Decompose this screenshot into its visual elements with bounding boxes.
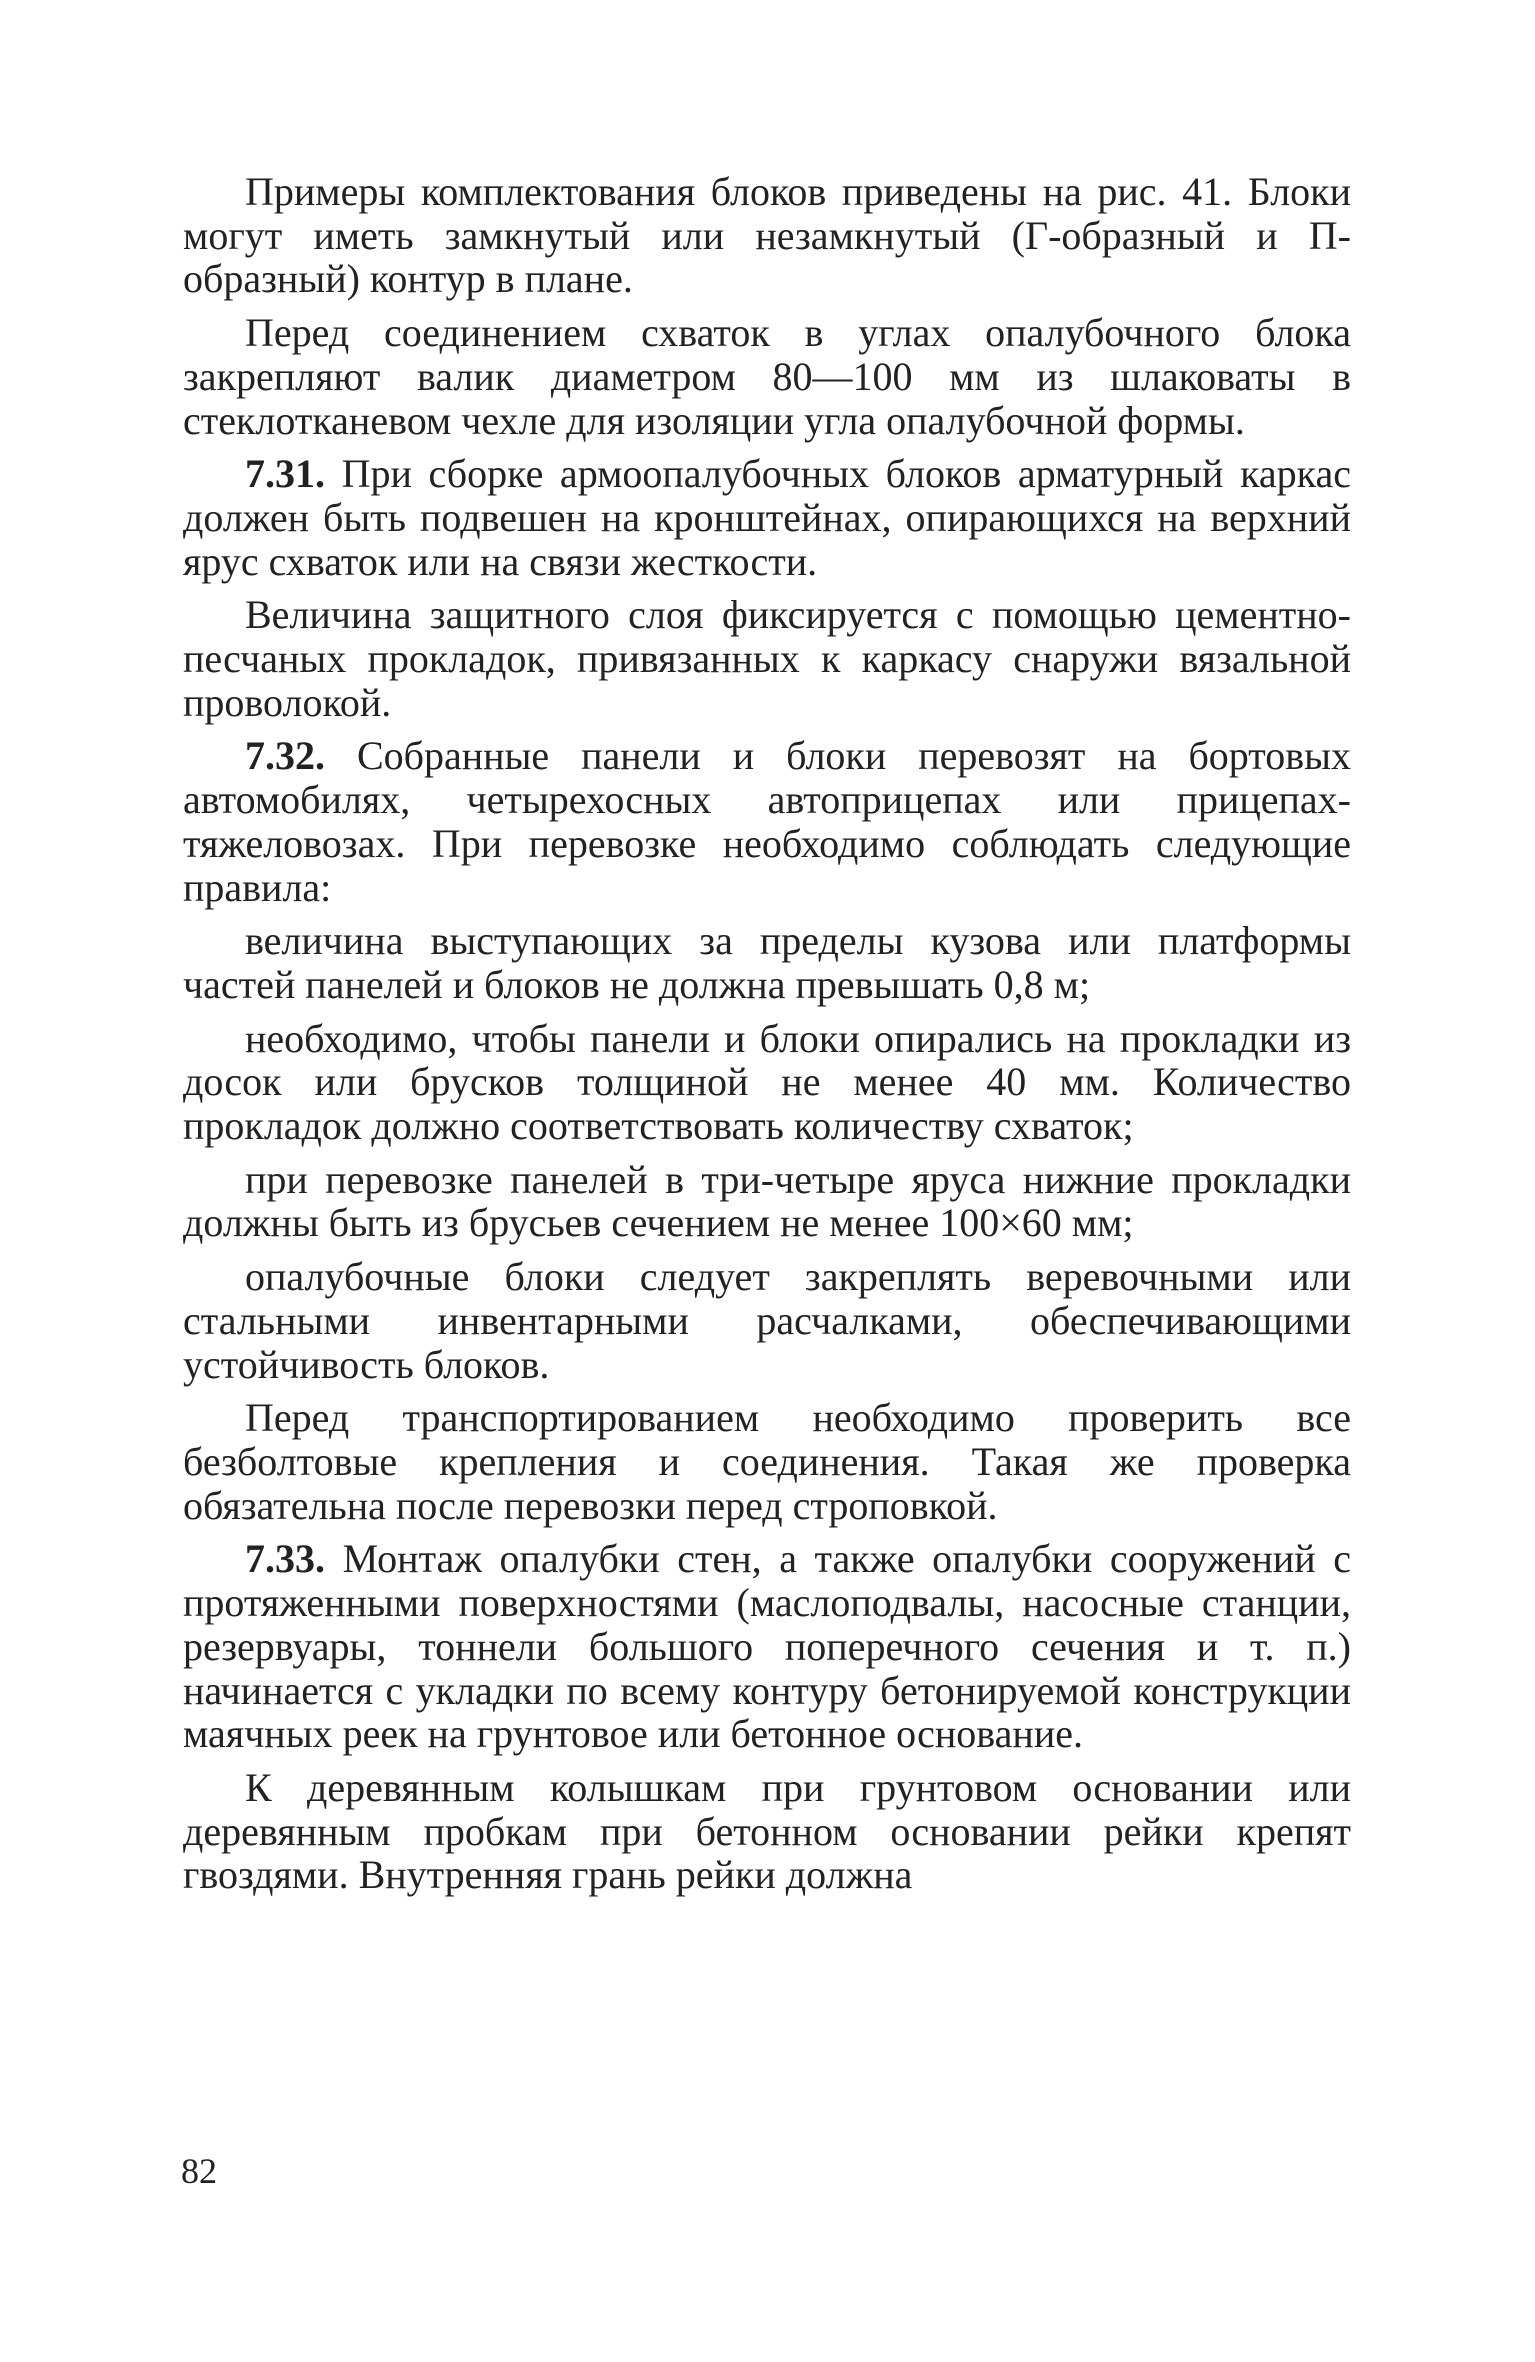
paragraph-12 <box>183 1766 1351 1897</box>
rule-item-1-text: величина выступающих за пределы кузова или платформы частей панелей и блоков не должна превышать 0,8 м; <box>183 918 1351 1007</box>
paragraph-2 <box>183 311 1351 442</box>
paragraph-4 <box>183 593 1351 724</box>
section-number-7-31: 7.31. <box>245 451 325 497</box>
rule-item-4-text: опалубочные блоки следует закреплять веревочными или стальными инвентарными расчалками, обеспечивающими устойчивость блоков. <box>183 1254 1351 1387</box>
paragraph-10-text: Перед транспортированием необходимо проверить все безболтовые крепления и соединения. Такая же проверка обязательна после перевозки перед строповкой. <box>183 1395 1351 1528</box>
section-number-7-32: 7.32. <box>245 733 325 779</box>
page-number: 82 <box>181 2151 217 2191</box>
paragraph-7-33 <box>183 1537 1351 1756</box>
paragraph-1-text: Примеры комплектования блоков приведены на рис. 41. Блоки могут иметь замкнутый или незамкнутый (Г-образный и П-образный) контур в плане. <box>183 169 1351 302</box>
paragraph-4-text: Величина защитного слоя фиксируется с помощью цементно-песчаных прокладок, привязанных к каркасу снаружи вязальной проволокой. <box>183 592 1351 725</box>
paragraph-10 <box>183 1396 1351 1527</box>
paragraph-2-text: Перед соединением схваток в углах опалубочного блока закрепляют валик диаметром 80—100 мм из шлаковаты в стеклотканевом чехле для изоляции угла опалубочной формы. <box>183 310 1351 443</box>
rule-item-3 <box>183 1158 1351 1245</box>
rule-item-3-text: при перевозке панелей в три-четыре яруса нижние прокладки должны быть из брусьев сечением не менее 100×60 мм; <box>183 1156 1351 1246</box>
section-number-7-33: 7.33. <box>245 1536 325 1582</box>
paragraph-7-31 <box>183 452 1351 583</box>
rule-item-1 <box>183 919 1351 1006</box>
paragraph-7-32-text: Собранные панели и блоки перевозят на бортовых автомобилях, четырехосных автоприцепах или прицепах-тяжеловозах. При перевозке необходимо соблюдать следующие правила: <box>183 733 1351 910</box>
page-body <box>183 170 1351 1897</box>
rule-item-2-text: необходимо, чтобы панели и блоки опирались на прокладки из досок или брусков толщиной не менее 40 мм. Количество прокладок должно соответствовать количеству схваток; <box>183 1015 1351 1149</box>
paragraph-7-32 <box>183 734 1351 909</box>
rule-item-2 <box>183 1017 1351 1148</box>
paragraph-7-33-text: Монтаж опалубки стен, а также опалубки сооружений с протяженными поверхностями (маслоподвалы, насосные станции, резервуары, тоннели большого поперечного сечения и т. п.) начинается с укладки по всему контуру бетонируемой конструкции маячных реек на грунтовое или бетонное основание. <box>183 1536 1351 1757</box>
rule-item-4 <box>183 1255 1351 1386</box>
paragraph-1 <box>183 170 1351 301</box>
paragraph-12-text: К деревянным колышкам при грунтовом основании или деревянным пробкам при бетонном основании рейки крепят гвоздями. Внутренняя грань рейки должна <box>183 1764 1351 1898</box>
paragraph-7-31-text: При сборке армоопалубочных блоков арматурный каркас должен быть подвешен на кронштейнах, опирающихся на верхний ярус схваток или на связи жесткости. <box>183 451 1351 584</box>
